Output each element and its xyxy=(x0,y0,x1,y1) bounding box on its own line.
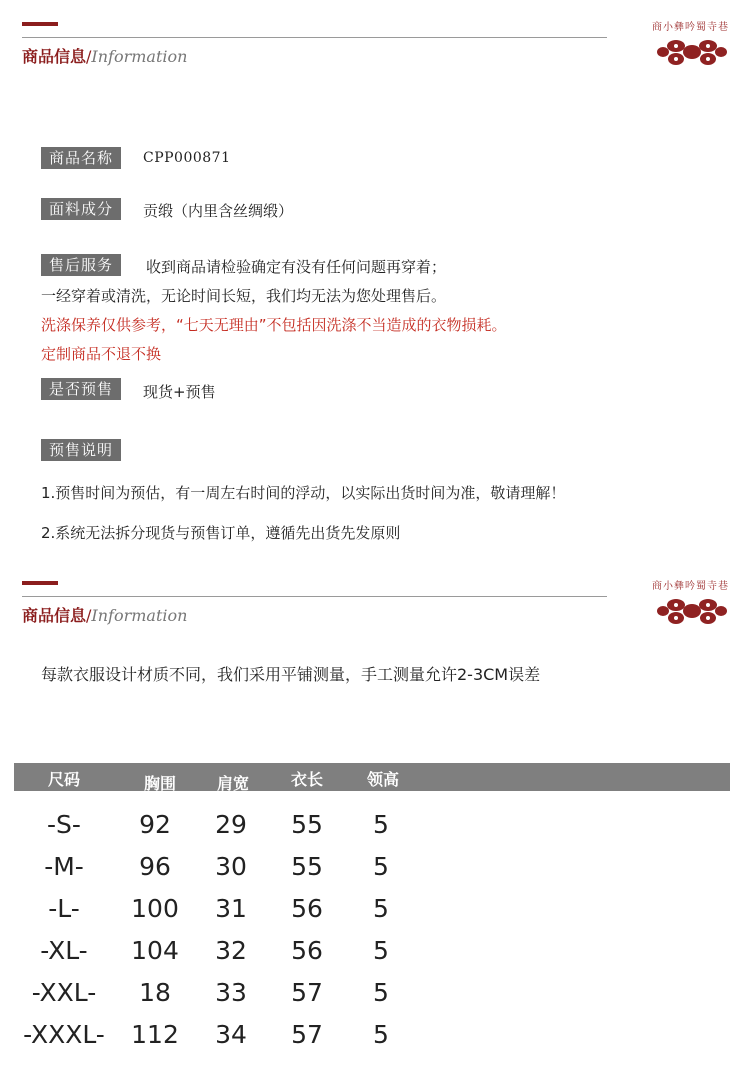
size-value-cell: 30 xyxy=(215,852,247,881)
size-value-cell: 18 xyxy=(139,978,171,1007)
fabric-label: 面料成分 xyxy=(41,198,121,220)
size-label-cell: -XXXL- xyxy=(23,1020,105,1049)
size-value-cell: 56 xyxy=(291,894,323,923)
brand-seal-text: 商小彝吟蜀寺巷 xyxy=(652,22,729,33)
size-value-cell: 55 xyxy=(291,852,323,881)
section-title xyxy=(22,603,187,626)
size-value-cell: 100 xyxy=(131,894,179,923)
after-sale-line-2: 一经穿着或清洗，无论时间长短，我们均无法为您处理售后。 xyxy=(41,287,447,305)
size-table-header: 领高 xyxy=(366,770,400,789)
after-sale-line-1: 收到商品请检验确定有没有任何问题再穿着； xyxy=(146,258,447,276)
size-value-cell: 92 xyxy=(139,810,171,839)
size-value-cell: 104 xyxy=(131,936,179,965)
after-sale-line-4: 定制商品不退不换 xyxy=(41,345,162,363)
section-title xyxy=(22,44,187,67)
product-name-label: 商品名称 xyxy=(41,147,121,169)
size-value-cell: 96 xyxy=(139,852,171,881)
presale-note-1: 1.预售时间为预估，有一周左右时间的浮动，以实际出货时间为准，敬请理解！ xyxy=(41,484,566,502)
size-value-cell: 29 xyxy=(215,810,247,839)
size-value-cell: 5 xyxy=(373,894,389,923)
size-label-cell: -XXL- xyxy=(31,978,97,1007)
measurement-note: 每款衣服设计材质不同，我们采用平铺测量，手工测量允许2-3CM误差 xyxy=(41,665,541,684)
after-sale-label: 售后服务 xyxy=(41,254,121,276)
size-value-cell: 5 xyxy=(373,936,389,965)
size-value-cell: 57 xyxy=(291,1020,323,1049)
size-value-cell: 112 xyxy=(131,1020,179,1049)
section-title-slash: / xyxy=(86,606,92,625)
section-title-slash: / xyxy=(86,47,92,66)
chinese-knot-icon xyxy=(656,34,728,70)
section-accent-bar xyxy=(22,581,58,585)
size-value-cell: 57 xyxy=(291,978,323,1007)
size-value-cell: 5 xyxy=(373,810,389,839)
section-title-cn: 商品信息 xyxy=(22,606,87,625)
size-table-header: 胸围 xyxy=(143,774,177,793)
size-value-cell: 55 xyxy=(291,810,323,839)
size-label-cell: -S- xyxy=(47,810,81,839)
size-value-cell: 56 xyxy=(291,936,323,965)
brand-seal-text: 商小彝吟蜀寺巷 xyxy=(652,581,729,592)
size-value-cell: 5 xyxy=(373,852,389,881)
section-title-en: Information xyxy=(91,47,188,66)
section-divider xyxy=(22,37,607,38)
size-table-header: 衣长 xyxy=(290,770,324,789)
section-accent-bar xyxy=(22,22,58,26)
after-sale-line-3: 洗涤保养仅供参考，“七天无理由”不包括因洗涤不当造成的衣物损耗。 xyxy=(41,316,507,334)
section-divider xyxy=(22,596,607,597)
section-title-en: Information xyxy=(91,606,188,625)
size-table-header: 肩宽 xyxy=(216,774,250,793)
size-value-cell: 5 xyxy=(373,1020,389,1049)
size-label-cell: -XL- xyxy=(40,936,88,965)
size-table-header: 尺码 xyxy=(47,770,81,789)
presale-note-label: 预售说明 xyxy=(41,439,121,461)
presale-label: 是否预售 xyxy=(41,378,121,400)
chinese-knot-icon xyxy=(656,593,728,629)
size-value-cell: 32 xyxy=(215,936,247,965)
size-value-cell: 5 xyxy=(373,978,389,1007)
size-value-cell: 33 xyxy=(215,978,247,1007)
presale-value: 现货+预售 xyxy=(143,383,216,401)
product-name-value: CPP000871 xyxy=(143,150,231,166)
presale-note-2: 2.系统无法拆分现货与预售订单，遵循先出货先发原则 xyxy=(41,524,401,542)
size-value-cell: 34 xyxy=(215,1020,247,1049)
fabric-value: 贡缎（内里含丝绸缎） xyxy=(143,202,294,220)
size-label-cell: -M- xyxy=(44,852,84,881)
size-value-cell: 31 xyxy=(215,894,247,923)
size-label-cell: -L- xyxy=(48,894,80,923)
section-title-cn: 商品信息 xyxy=(22,47,87,66)
